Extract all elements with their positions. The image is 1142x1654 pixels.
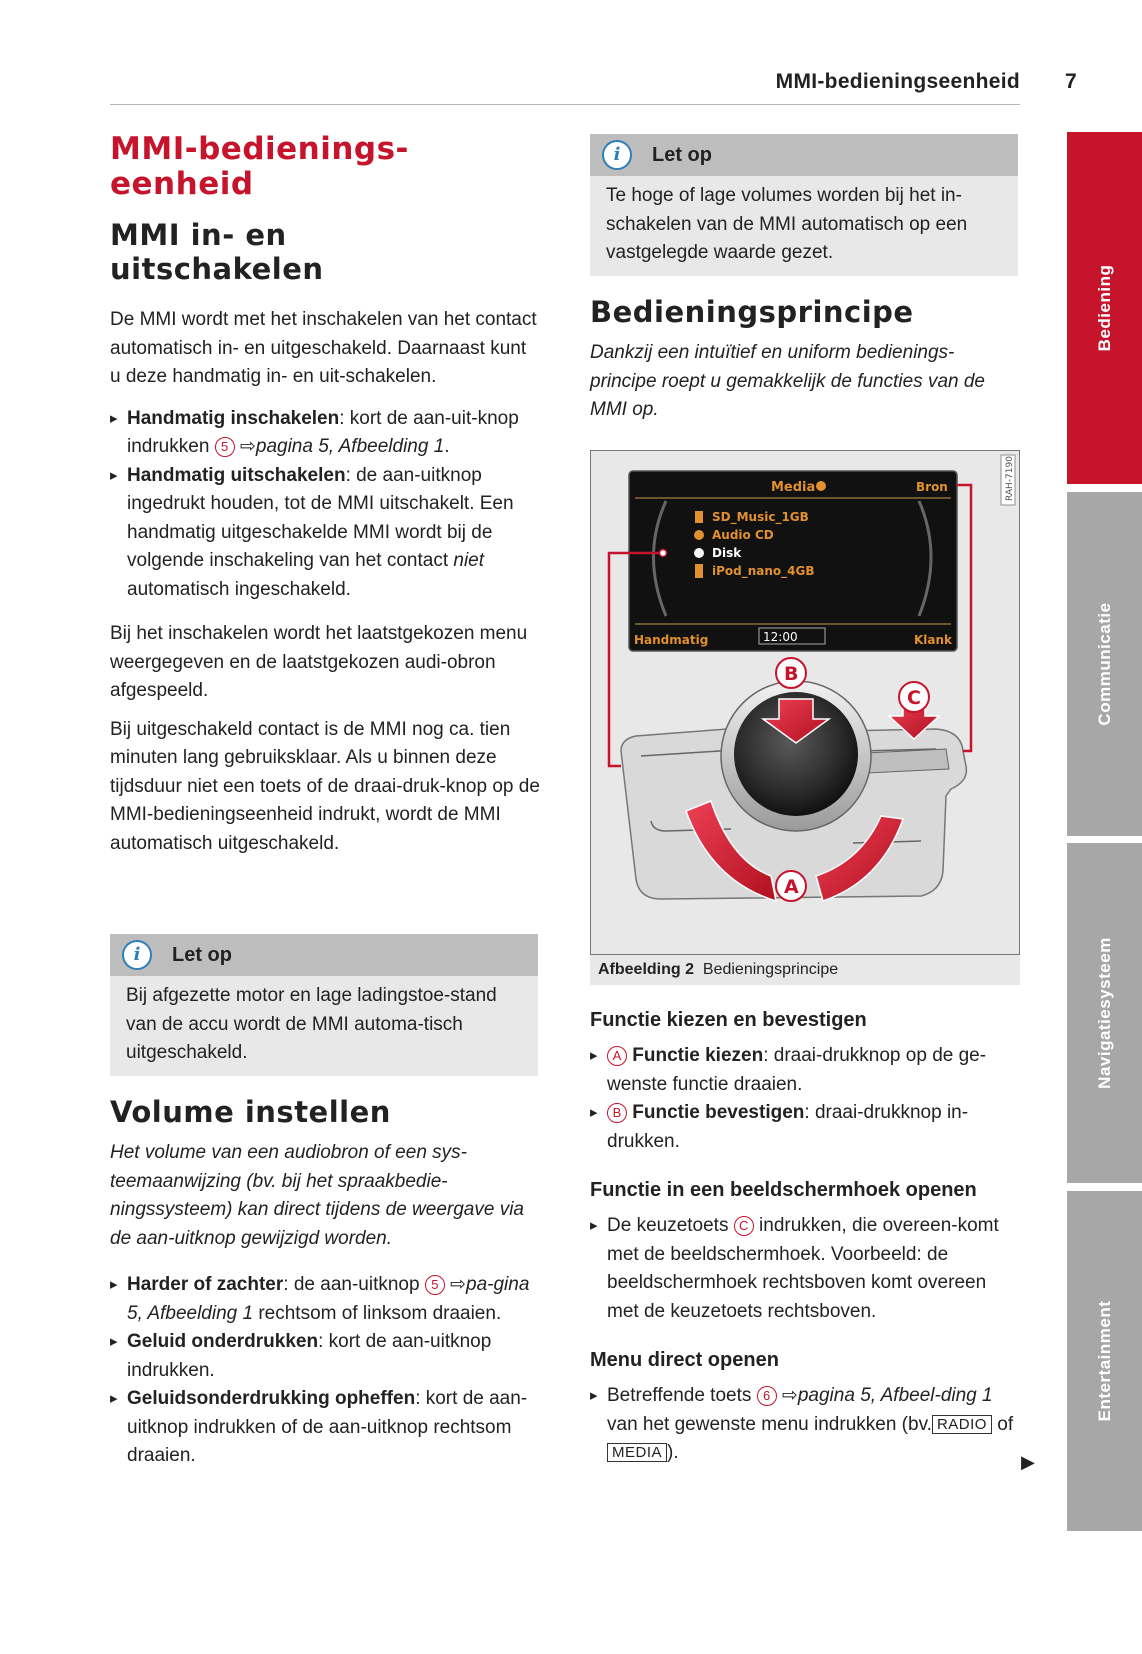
emphasis: niet bbox=[453, 550, 485, 571]
ref-circle: 5 bbox=[425, 1275, 445, 1295]
chapter-title bbox=[110, 132, 540, 202]
chapter-title-line1: MMI-bedienings- bbox=[110, 131, 409, 167]
figure-bedieningsprincipe bbox=[590, 450, 1020, 955]
connector-right bbox=[957, 485, 971, 751]
section-title-volume: Volume instellen bbox=[110, 1095, 391, 1129]
subsection-title: Functie kiezen en bevestigen bbox=[590, 1009, 867, 1031]
cross-ref-arrow: ⇨ bbox=[450, 1274, 467, 1295]
section-title-line2: uitschakelen bbox=[110, 252, 324, 286]
note-box-right bbox=[590, 134, 1018, 276]
item-text: : de aan-uitknop bbox=[283, 1274, 420, 1295]
ref-circle: 5 bbox=[215, 437, 235, 457]
item-end: indrukken, die overeen-komt met de beeldschermhoek. Voorbeeld: de beeldschermhoek rechtsboven komt overeen met de keuzetoets rechtsboven. bbox=[607, 1215, 999, 1322]
disk-icon bbox=[694, 548, 704, 558]
screen-bottom-right: Klank bbox=[914, 633, 953, 647]
tab-label: Navigatiesysteem bbox=[1094, 937, 1114, 1089]
list-item bbox=[110, 1385, 540, 1471]
screen-bottom-left: Handmatig bbox=[634, 633, 709, 647]
bullet-list bbox=[110, 405, 540, 605]
ref-circle: 6 bbox=[757, 1386, 777, 1406]
bold-term: Functie bevestigen bbox=[632, 1102, 805, 1123]
item-text: van het gewenste menu indrukken (bv. bbox=[607, 1413, 932, 1435]
mmi-illustration bbox=[591, 451, 1019, 954]
caption-text: Bedieningsprincipe bbox=[702, 961, 839, 978]
item-end: rechtsom of linksom draaien. bbox=[258, 1302, 502, 1324]
paragraph: Bij uitgeschakeld contact is de MMI nog ca. tien minuten lang gebruiksklaar. Als u binnen deze tijdsduur niet een toets of de draai-druk-knop op de MMI-bedieningseenheid indrukt, wordt de MMI automatisch uitgeschakeld. bbox=[110, 718, 540, 854]
note-header bbox=[590, 134, 1018, 176]
info-icon: i bbox=[122, 940, 152, 970]
item-text: : draai-drukknop in-drukken. bbox=[607, 1102, 969, 1152]
cross-reference[interactable]: pagina 5, Afbeelding 1 bbox=[255, 436, 445, 457]
item-text: : kort de aan-uit-knop indrukken bbox=[127, 407, 519, 457]
cross-ref-arrow: ⇨ bbox=[239, 436, 256, 457]
cd-icon bbox=[694, 530, 704, 540]
page-number: 7 bbox=[1065, 70, 1077, 93]
cross-ref-arrow: ⇨ bbox=[781, 1385, 798, 1406]
ref-circle: A bbox=[607, 1046, 627, 1066]
tab-label: Bediening bbox=[1094, 264, 1114, 352]
item-text: : draai-drukknop op de ge-wenste functie draaien. bbox=[607, 1045, 987, 1095]
note-title: Let op bbox=[172, 943, 232, 966]
left-column-volume bbox=[110, 1095, 540, 1471]
right-column-subsections bbox=[590, 1006, 1020, 1468]
item-text: of bbox=[997, 1413, 1014, 1435]
bullet-list bbox=[590, 1042, 1020, 1156]
subsection-title: Functie in een beeldschermhoek openen bbox=[590, 1179, 977, 1201]
info-icon: i bbox=[602, 140, 632, 170]
list-item bbox=[590, 1042, 1020, 1099]
tab-label: Entertainment bbox=[1094, 1300, 1114, 1422]
screen-top-right: Bron bbox=[916, 480, 948, 494]
bold-term: Geluid onderdrukken bbox=[127, 1331, 319, 1352]
intro-text: Het volume van een audiobron of een sys-teemaanwijzing (bv. bij het spraakbedie-ningssysteem) kan direct tijdens de weergave via de aan-uitknop gewijzigd worden. bbox=[110, 1142, 524, 1249]
tab-label: Communicatie bbox=[1094, 602, 1114, 726]
list-item bbox=[590, 1382, 1020, 1468]
list-item bbox=[590, 1212, 1020, 1326]
bold-term: Functie kiezen bbox=[632, 1045, 764, 1066]
item-end: automatisch ingeschakeld. bbox=[127, 578, 351, 600]
key-radio: RADIO bbox=[932, 1415, 992, 1434]
note-header bbox=[110, 934, 538, 976]
left-column bbox=[110, 132, 540, 858]
note-box-left bbox=[110, 934, 538, 1076]
cross-reference[interactable]: pagina 5, Afbeel-ding 1 bbox=[797, 1385, 993, 1406]
bold-term: Geluidsonderdrukking opheffen bbox=[127, 1388, 416, 1409]
intro-text: Dankzij een intuïtief en uniform bedienings-principe roept u gemakkelijk de functies van de MMI op. bbox=[590, 342, 986, 420]
cross-reference[interactable]: pa-gina 5, Afbeelding 1 bbox=[127, 1274, 530, 1324]
tab-bediening[interactable] bbox=[1067, 132, 1142, 484]
bullet-list bbox=[110, 1271, 540, 1471]
ipod-icon bbox=[695, 564, 703, 578]
label-c: C bbox=[907, 687, 921, 709]
ref-circle: B bbox=[607, 1103, 627, 1123]
label-a: A bbox=[784, 876, 799, 898]
tab-navigatiesysteem[interactable] bbox=[1067, 843, 1142, 1183]
header-rule bbox=[110, 104, 1020, 105]
running-header-title: MMI-bedieningseenheid bbox=[775, 70, 1020, 93]
tab-entertainment[interactable] bbox=[1067, 1191, 1142, 1531]
tab-communicatie[interactable] bbox=[1067, 492, 1142, 836]
note-text: Bij afgezette motor en lage ladingstoe-stand van de accu wordt de MMI automa-tisch uitgeschakeld. bbox=[126, 985, 497, 1063]
screen-item: Audio CD bbox=[712, 528, 774, 542]
item-text: : de aan-uitknop ingedrukt houden, tot de MMI uitschakelt. Een handmatig uitgeschakelde MMI wordt bij de volgende inschakeling van het contact bbox=[127, 464, 514, 571]
item-end: ). bbox=[667, 1442, 679, 1463]
figure-caption bbox=[590, 955, 1020, 985]
item-end: . bbox=[444, 436, 450, 457]
ref-circle: C bbox=[734, 1216, 754, 1236]
section-title-principle: Bedieningsprincipe bbox=[590, 295, 914, 329]
bold-term: Handmatig uitschakelen bbox=[127, 464, 346, 486]
note-title: Let op bbox=[652, 143, 712, 166]
key-media: MEDIA bbox=[607, 1443, 667, 1462]
right-column-principle bbox=[590, 295, 1020, 425]
screen-title: Media bbox=[771, 480, 816, 495]
bold-term: Harder of zachter bbox=[127, 1274, 284, 1295]
item-text: De keuzetoets bbox=[607, 1215, 729, 1236]
figure-code: RAH-7190 bbox=[1005, 456, 1015, 501]
screen-item: SD_Music_1GB bbox=[712, 510, 809, 524]
caption-label: Afbeelding 2 bbox=[598, 961, 695, 978]
list-item bbox=[590, 1099, 1020, 1156]
bold-term: Handmatig inschakelen bbox=[127, 407, 340, 429]
screen-time: 12:00 bbox=[763, 630, 798, 644]
list-item bbox=[110, 1328, 540, 1385]
next-page-arrow-icon[interactable]: ▶ bbox=[1021, 1452, 1035, 1472]
list-item bbox=[110, 462, 540, 605]
chapter-title-line2: eenheid bbox=[110, 166, 254, 202]
sd-icon bbox=[695, 511, 703, 523]
list-item bbox=[110, 1271, 540, 1328]
bullet-list bbox=[590, 1382, 1020, 1468]
paragraph: Bij het inschakelen wordt het laatstgekozen menu weergegeven en de laatstgekozen audi-obron afgespeeld. bbox=[110, 623, 528, 701]
item-text: : kort de aan-uitknop indrukken of de aan-uitknop rechtsom draaien. bbox=[127, 1388, 528, 1466]
note-text: Te hoge of lage volumes worden bij het in-schakelen van de MMI automatisch op een vastgelegde waarde gezet. bbox=[606, 185, 968, 263]
paragraph: De MMI wordt met het inschakelen van het contact automatisch in- en uitgeschakeld. Daarnaast kunt u deze handmatig in- en uit-schakelen. bbox=[110, 309, 537, 387]
subsection-title: Menu direct openen bbox=[590, 1349, 779, 1371]
bullet-list bbox=[590, 1212, 1020, 1326]
screen-item: iPod_nano_4GB bbox=[712, 564, 815, 578]
list-item bbox=[110, 405, 540, 462]
section-title-in-uit bbox=[110, 218, 540, 286]
item-text: : kort de aan-uitknop indrukken. bbox=[127, 1331, 492, 1381]
screen-item-selected: Disk bbox=[712, 546, 742, 560]
section-title-line1: MMI in- en bbox=[110, 218, 287, 252]
item-text: Betreffende toets bbox=[607, 1385, 752, 1406]
label-b: B bbox=[784, 663, 799, 685]
